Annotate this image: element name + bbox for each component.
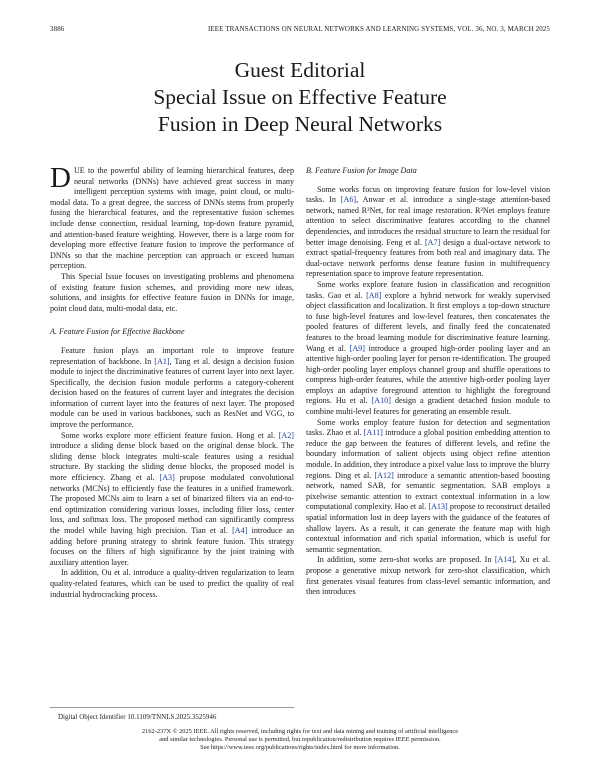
right-column [306, 166, 550, 598]
citation-link[interactable]: [A10] [371, 396, 391, 406]
section-a-paragraph-3: In addition, Ou et al. introduce a quality-driven regularization to learn quality-related features, which can be used to predict the quality of real industrial hydrocracking process. [50, 568, 294, 599]
intro-paragraph-1: DUE to the powerful ability of learning hierarchical features, deep neural networks (DNNs) have achieved great success in many intelligent perception systems with image, point cloud, or multi-modal data. To a great degree, the success of DNNs stems from properly fusing the hierarchical features, and the representative fusion schemes include dense connection, residual learning, top-down feature pyramid, and attention-based feature weighting. However, there is a large room for developing more effective feature fusion to improve the performance of DNNs so that the machine perception can approach or exceed human perception. [50, 162, 294, 271]
citation-link[interactable]: [A11] [363, 428, 383, 438]
section-b-paragraph-3: Some works employ feature fusion for detection and segmentation tasks. Zhao et al. [A11] introduce a global position embedding attention to reduce the gap between the features of different levels, and refine the boundary information of salient objects using object refine attention module. In addition, they introduce a pixel value loss to improve the blurry regions. Ding et al. [A12] introduce a semantic attention-based boosting network, named SAB, for semantic segmentation. SAB employs a pixelwise semantic attention to extract contextual information in a low computational complexity. Hao et al. [A13] propose to reconstruct detailed spatial information lost in deep layers with the guidance of the features of shallow layers. As a result, it can generate the feature map with high contextual information and rich spatial information, which is useful for semantic segmentation. [306, 417, 551, 554]
drop-cap: D [50, 162, 71, 194]
section-a-paragraph-2: Some works explore more efficient feature fusion. Hong et al. [A2] introduce a sliding dense block based on the original dense block. The sliding dense block integrates multi-scale features using a residual structure. By stacking the sliding dense blocks, the proposed model is more efficiency. Zhang et al. [A3] propose modulated convolutional networks (MCNs) to efficiently fuse the features in a unified framework. The proposed MCNs aim to learn a set of binarized filters via an end-to-end optimization considering various losses, including filter loss, center loss, and softmax loss. The proposed method can significantly compress the model while having high precision. Tian et al. [A4] introduce an adding before pruning strategy to shrink feature fusion. This strategy focuses on the filters of high significance by the joint training with auxiliary attention layer. [50, 430, 294, 567]
doi-footnote: Digital Object Identifier 10.1109/TNNLS.2025.3525946 [58, 713, 217, 721]
copyright-line-2: and similar technologies. Personal use is permitted, but republication/redistribution requires IEEE permission. [159, 736, 441, 744]
citation-link[interactable]: [A14] [494, 555, 515, 565]
section-b-paragraph-4: In addition, some zero-shot works are proposed. In [A14], Xu et al. propose a generative mixup network for zero-shot classification, which first generates visual features from class-level semantic information, and then introduces [306, 555, 551, 597]
article-title [0, 57, 600, 138]
title-line-2: Special Issue on Effective Feature [153, 85, 447, 109]
citation-link[interactable]: [A7] [424, 237, 441, 247]
title-line-1: Guest Editorial [234, 58, 366, 82]
running-header [50, 25, 550, 37]
page-number: 3886 [50, 25, 65, 33]
copyright-line-1: 2162-237X © 2025 IEEE. All rights reserved, including rights for text and data mining and training of artificial intelligence [141, 728, 459, 735]
citation-link[interactable]: [A4] [232, 526, 248, 535]
section-b-paragraph-2: Some works explore feature fusion in classification and recognition tasks. Gao et al. [A8] explore a hybrid network for weakly supervised object classification and localization. It first employs a top-down structure to fuse high-level features and low-level features, then concatenates the pooled features of different levels, and finally feed the concatenated features to the broad learning module for discriminative feature learning. Wang et al. [A9] introduce a grouped high-order pooling layer and an attentive high-order pooling layer for person re-identification. The grouped high-order pooling layer employs channel group and shuffle operations to compress high-order features, while the attentive high-order pooling layer employs an adaptive foreground attention to highlight the foreground regions. Hu et al. [A10] design a gradient detached fusion module to combine multi-level features for generating an ensemble result. [306, 279, 551, 417]
citation-link[interactable]: [A3] [159, 473, 175, 483]
citation-link[interactable]: [A6] [340, 195, 357, 205]
citation-link[interactable]: [A12] [374, 470, 394, 480]
citation-link[interactable]: [A8] [366, 290, 382, 300]
citation-link[interactable]: [A9] [349, 343, 365, 353]
intro-paragraph-2: This Special Issue focuses on investigating problems and phenomena of existing feature fusion schemes, and providing more new ideas, solutions, and insights for effective feature fusion in DNNs for image, point cloud data, multi-modal data, etc. [50, 271, 294, 313]
title-line-3: Fusion in Deep Neural Networks [157, 112, 443, 136]
citation-link[interactable]: [A1] [154, 356, 170, 366]
journal-name: IEEE TRANSACTIONS ON NEURAL NETWORKS AND LEARNING SYSTEMS, VOL. 36, NO. 3, MARCH 2025 [207, 25, 550, 33]
citation-link[interactable]: [A13] [428, 502, 448, 512]
section-b-paragraph-1: Some works focus on improving feature fusion for low-level vision tasks. In [A6], Anwar et al. introduce a single-stage attention-based network, named R²Net, for real image restoration. R²Net employs feature attention to select discriminative features according to the channel dependencies, and introduces the residual structure to learn the residual for better image denoising. Feng et al. [A7] design a dual-octave network to extract spatial-frequency features from both real and imaginary data. The dual-octave network performs dense feature fusion in multifrequency representation space to improve feature representation. [306, 184, 551, 279]
section-heading-b: B. Feature Fusion for Image Data [306, 166, 417, 175]
section-a-paragraph-1: Feature fusion plays an important role to improve feature representation of backbone. In [A1], Tang et al. design a decision fusion module to inject the discriminative features of current layer into next layer. Specifically, the decision fusion module performs a category-coherent decision based on the features of current layer and integrates the decision information of current layer into the features of next layer. The proposed module can be used in various backbones, such as ResNet and VGG, to improve the performance. [50, 345, 294, 430]
copyright-line-3: See https://www.ieee.org/publications/rights/index.html for more information. [200, 744, 400, 752]
footnote-divider [50, 707, 294, 708]
left-column [50, 162, 294, 600]
copyright-notice [0, 728, 600, 753]
section-heading-a: A. Feature Fusion for Effective Backbone [50, 327, 185, 337]
citation-link[interactable]: [A2] [278, 430, 294, 440]
